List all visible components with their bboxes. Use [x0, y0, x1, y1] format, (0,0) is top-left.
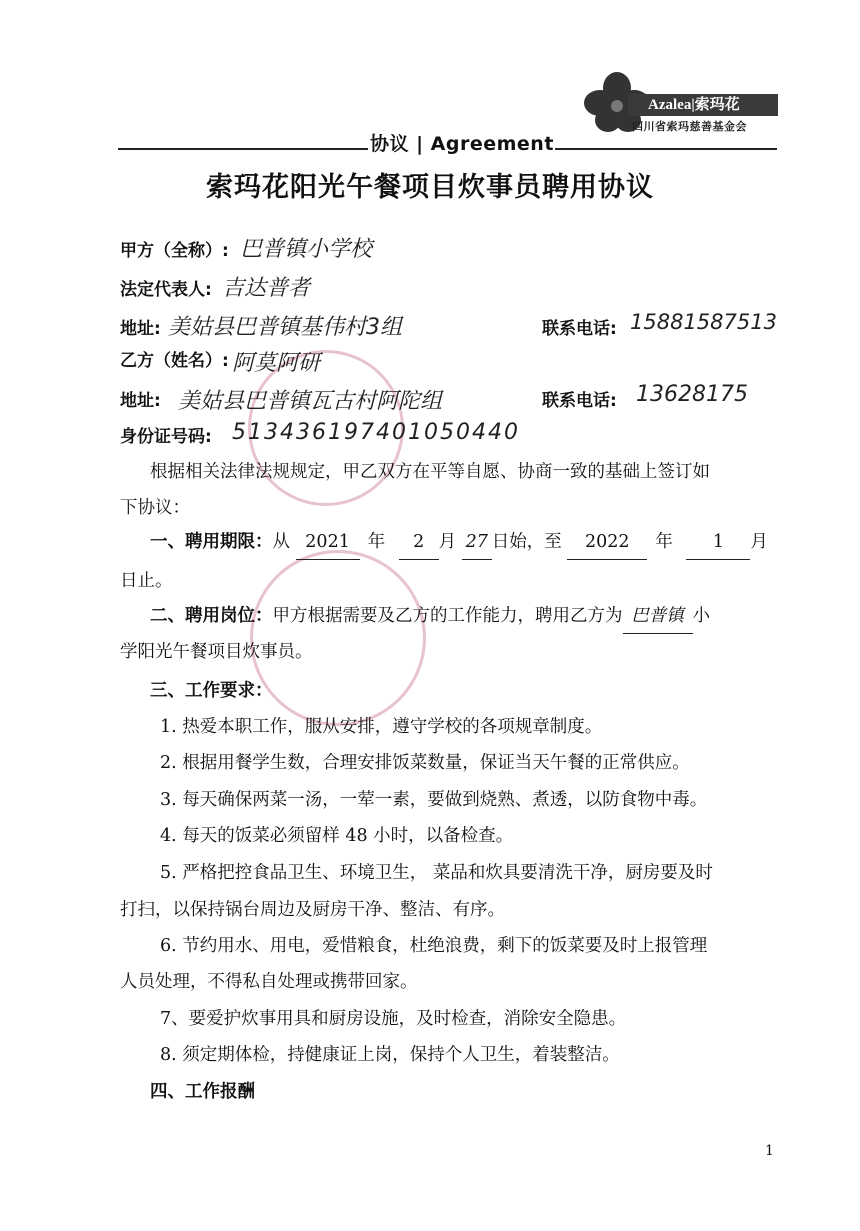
logo-foundation-name: 四川省索玛慈善基金会 — [632, 120, 747, 133]
start-year: 2021 — [296, 525, 360, 560]
requirement-item: 3. 每天确保两菜一汤，一荤一素，要做到烧熟、煮透，以防食物中毒。 — [160, 790, 708, 810]
id-number-value: 513436197401050440 — [232, 420, 520, 445]
position-tail: 小 — [692, 606, 710, 626]
id-number-label: 身份证号码: — [120, 427, 212, 447]
section-4-title: 四、工作报酬 — [150, 1082, 255, 1102]
requirement-item-cont: 打扫，以保持锅台周边及厨房干净、整洁、有序。 — [120, 900, 505, 920]
requirement-item: 1. 热爱本职工作，服从安排，遵守学校的各项规章制度。 — [160, 717, 603, 737]
header-rule-right — [555, 148, 777, 150]
term-from: 从 — [272, 532, 290, 552]
agreement-label: 协议 | Agreement — [370, 133, 554, 155]
end-month: 1 — [686, 525, 750, 560]
logo-brand-text: Azalea|索玛花 — [628, 94, 778, 116]
section-3-title: 三、工作要求： — [150, 681, 273, 701]
requirement-item-cont: 人员处理，不得私自处理或携带回家。 — [120, 972, 418, 992]
position-text: 甲方根据需要及乙方的工作能力，聘用乙方为 — [272, 606, 623, 626]
intro-line-1: 根据相关法律法规规定，甲乙双方在平等自愿、协商一致的基础上签订如 — [150, 462, 710, 482]
requirement-item: 8. 须定期体检，持健康证上岗，保持个人卫生，着装整洁。 — [160, 1045, 620, 1065]
party-a-phone-label: 联系电话: — [542, 319, 617, 339]
requirement-item: 5. 严格把控食品卫生、环境卫生， 菜品和炊具要清洗干净，厨房要及时 — [160, 863, 713, 883]
term-month-unit-2: 月 — [750, 532, 768, 552]
start-day: 27 — [462, 525, 492, 560]
term-start-text: 日始，至 — [491, 532, 562, 552]
party-a-rep-value: 吉达普者 — [222, 276, 311, 301]
party-a-rep-label: 法定代表人: — [120, 280, 212, 300]
party-b-name-value: 阿莫阿研 — [232, 351, 321, 376]
requirement-item: 7、要爱护炊事用具和厨房设施，及时检查，消除安全隐患。 — [160, 1009, 627, 1029]
requirement-item: 6. 节约用水、用电，爱惜粮食，杜绝浪费，剩下的饭菜要及时上报管理 — [160, 936, 708, 956]
requirement-item: 4. 每天的饭菜必须留样 48 小时，以备检查。 — [160, 826, 514, 846]
party-a-address-value: 美姑县巴普镇基伟村3组 — [168, 315, 402, 340]
term-year-unit-2: 年 — [655, 532, 673, 552]
end-year: 2022 — [567, 525, 647, 560]
position-school: 巴普镇 — [623, 599, 693, 634]
term-end-text: 日止。 — [120, 571, 173, 591]
party-b-address-label: 地址: — [120, 391, 161, 411]
party-b-phone-value: 13628175 — [636, 382, 748, 407]
header-rule-left — [118, 148, 368, 150]
section-2-position — [150, 599, 710, 634]
page-number: 1 — [765, 1143, 774, 1159]
page-title: 索玛花阳光午餐项目炊事员聘用协议 — [206, 172, 654, 203]
start-month: 2 — [399, 525, 439, 560]
party-a-phone-value: 15881587513 — [630, 310, 777, 334]
section-2-title: 二、聘用岗位： — [150, 606, 273, 626]
section-1-title: 一、聘用期限： — [150, 532, 273, 552]
section-1-term — [150, 525, 768, 560]
position-line-2: 学阳光午餐项目炊事员。 — [120, 642, 313, 662]
party-a-address-label: 地址: — [120, 319, 161, 339]
term-month-unit: 月 — [438, 532, 457, 552]
party-b-phone-label: 联系电话: — [542, 391, 617, 411]
party-b-name-label: 乙方（姓名）: — [120, 351, 229, 371]
party-a-name-value: 巴普镇小学校 — [240, 237, 373, 262]
party-b-address-value: 美姑县巴普镇瓦古村阿陀组 — [178, 389, 443, 414]
intro-line-2: 下协议： — [120, 498, 190, 518]
party-a-name-label: 甲方（全称）: — [120, 241, 229, 261]
requirement-item: 2. 根据用餐学生数，合理安排饭菜数量，保证当天午餐的正常供应。 — [160, 753, 690, 773]
term-year-unit: 年 — [367, 532, 386, 552]
